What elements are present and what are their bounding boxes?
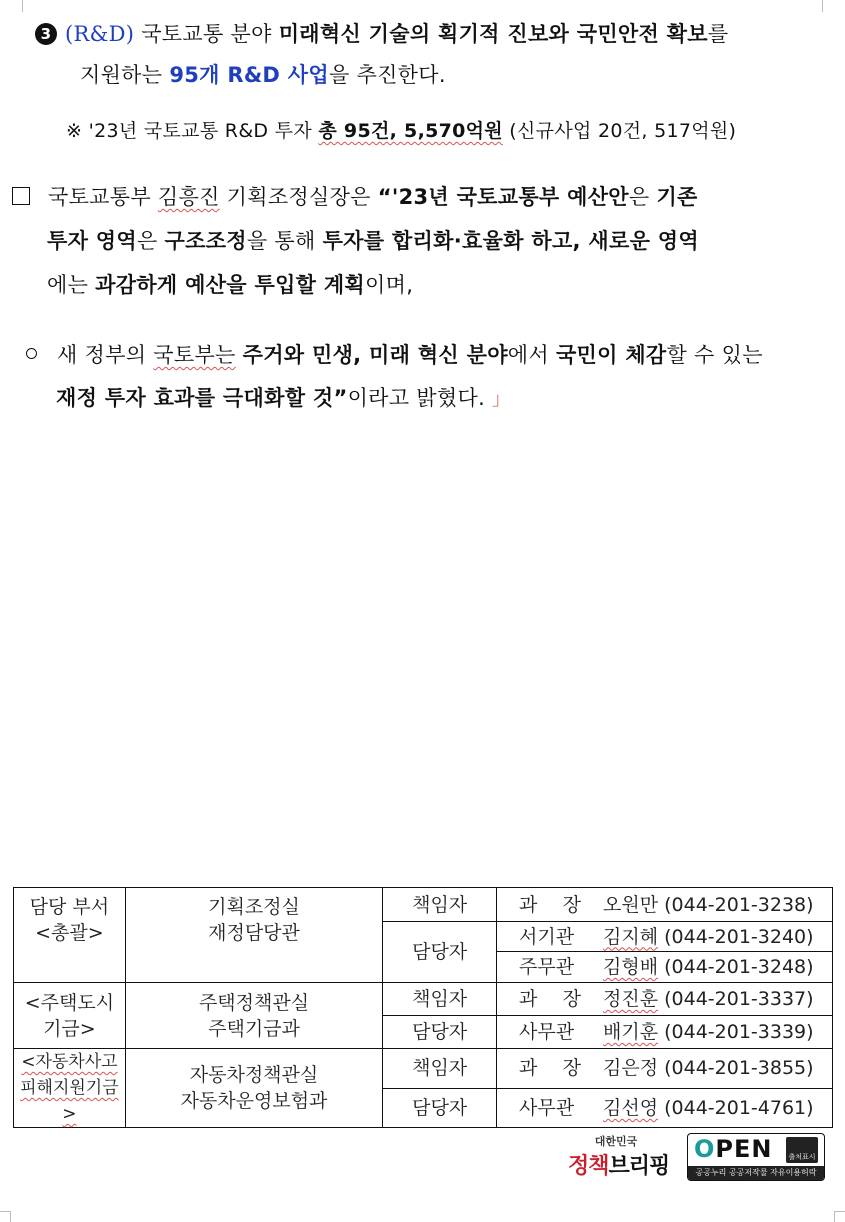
- role-cell: 책임자: [383, 1049, 497, 1089]
- policy-briefing-logo: 대한민국 정책브리핑: [568, 1135, 670, 1179]
- role-cell: 담당자: [383, 1016, 497, 1049]
- attribution-icon: 출처표시: [786, 1137, 818, 1163]
- person-cell: 서기관 김지혜 (044-201-3240): [497, 922, 833, 952]
- office-cell: 자동차정책관실 자동차운영보험과: [125, 1049, 382, 1128]
- rd-project-count: 95개 R&D 사업: [169, 63, 329, 87]
- person-cell: 사무관 김선영 (044-201-4761): [497, 1088, 833, 1128]
- dept-cell: <자동차사고 피해지원기금>: [14, 1049, 126, 1128]
- role-cell: 담당자: [383, 922, 497, 983]
- person-cell: 사무관 배기훈 (044-201-3339): [497, 1016, 833, 1049]
- para1-line3: 에는 과감하게 예산을 투입할 계획이며,: [47, 273, 414, 297]
- person-cell: 과 장 김은정 (044-201-3855): [497, 1049, 833, 1089]
- kogl-open-license-logo: OPEN 출처표시 공공누리 공공저작물 자유이용허락: [687, 1133, 825, 1181]
- office-cell: 기획조정실 재정담당관: [125, 888, 382, 983]
- rd-label: (R&D): [65, 22, 135, 46]
- person-cell: 주무관 김형배 (044-201-3248): [497, 952, 833, 983]
- crop-mark-top-right: [822, 0, 835, 12]
- role-cell: 책임자: [383, 888, 497, 922]
- para2-line2: 재정 투자 효과를 극대화할 것”이라고 밝혔다. 」: [56, 386, 511, 410]
- reference-mark-icon: ※: [66, 120, 89, 142]
- para2-line1: 새 정부의 국토부는 주거와 민생, 미래 혁신 분야에서 국민이 체감할 수 있는: [26, 339, 763, 369]
- person-cell: 과 장 오원만 (044-201-3238): [497, 888, 833, 922]
- dept-cell: <주택도시 기금>: [14, 983, 126, 1049]
- circle-bullet-icon: [26, 348, 37, 359]
- contact-table: [13, 887, 833, 1128]
- table-row: [14, 1049, 833, 1089]
- role-cell: 담당자: [383, 1088, 497, 1128]
- end-bracket-icon: 」: [492, 389, 511, 410]
- item3-line1: 3 (R&D) 국토교통 분야 미래혁신 기술의 획기적 진보와 국민안전 확보를: [35, 18, 728, 48]
- crop-mark-top-left: [10, 0, 23, 12]
- item3-line2: 지원하는 95개 R&D 사업을 추진한다.: [80, 63, 446, 87]
- para1-line2: 투자 영역은 구조조정을 통해 투자를 합리화·효율화 하고, 새로운 영역: [47, 229, 699, 253]
- office-cell: 주택정책관실 주택기금과: [125, 983, 382, 1049]
- para1-line1: 국토교통부 김흥진 기획조정실장은 “'23년 국토교통부 예산안은 기존: [12, 181, 698, 211]
- table-row: [14, 888, 833, 922]
- crop-mark-bottom-left: [0, 1211, 11, 1222]
- budget-note: ※ '23년 국토교통 R&D 투자 총 95건, 5,570억원 (신규사업 20건, 517억원): [66, 120, 737, 142]
- dept-cell: 담당 부서 <총괄>: [14, 888, 126, 983]
- crop-mark-bottom-right: [834, 1211, 845, 1222]
- table-row: [14, 983, 833, 1016]
- circled-number-3-icon: 3: [35, 23, 57, 45]
- person-cell: 과 장 정진훈 (044-201-3337): [497, 983, 833, 1016]
- square-bullet-icon: [12, 187, 30, 205]
- role-cell: 책임자: [383, 983, 497, 1016]
